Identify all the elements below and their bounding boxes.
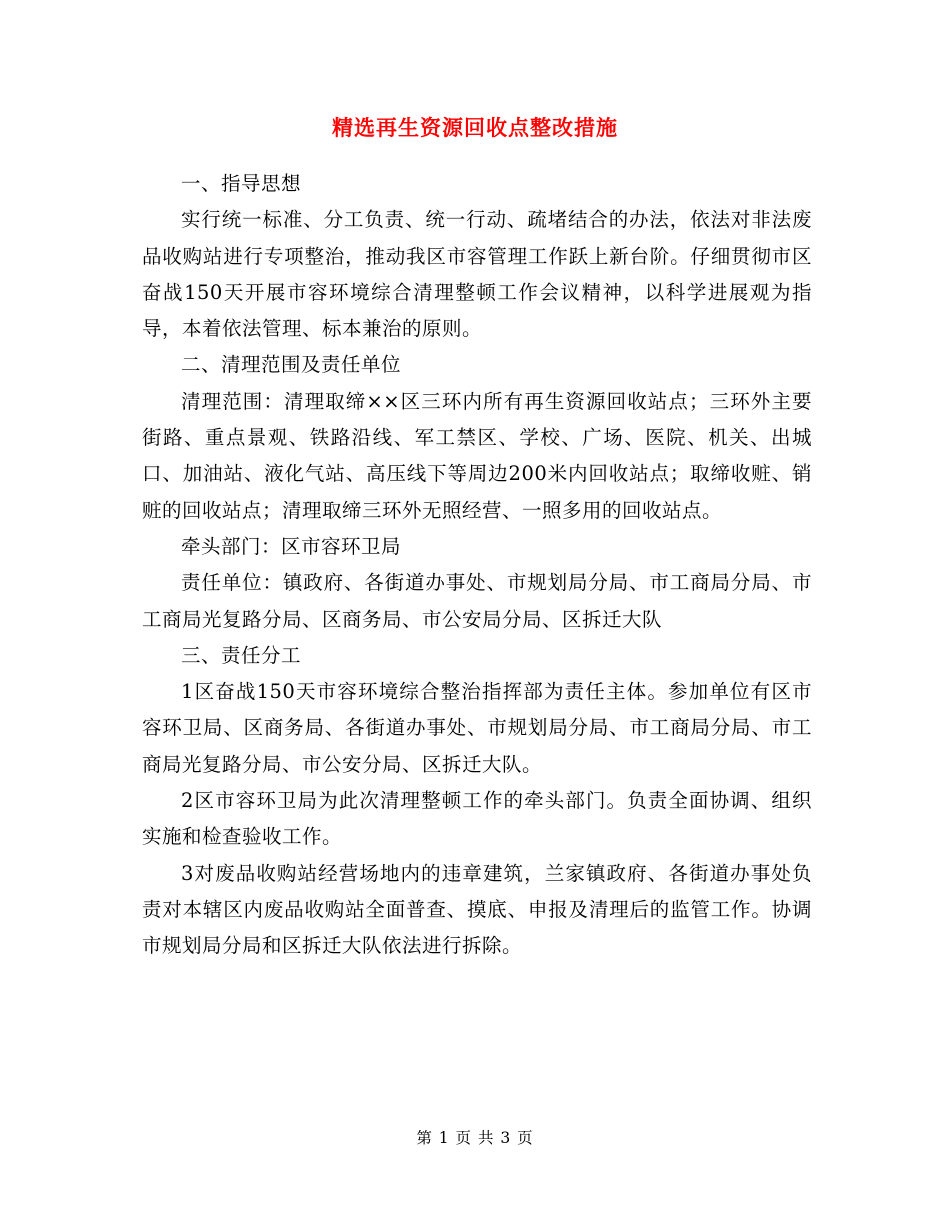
document-title: 精选再生资源回收点整改措施 — [332, 115, 618, 140]
section-heading-division-of-duties: 三、责任分工 — [181, 643, 302, 667]
section-heading-scope-and-units: 二、清理范围及责任单位 — [181, 353, 402, 377]
paragraph-duty-3: 3对废品收购站经营场地内的违章建筑，兰家镇政府、各街道办事处负责对本辖区内废品收购站全面普查、摸底、申报及清理后的监管工作。协调市规划局分局和区拆迁大队依法进行拆除。 — [142, 861, 812, 958]
paragraph-cleanup-scope: 清理范围：清理取缔××区三环内所有再生资源回收站点；三环外主要街路、重点景观、铁路沿线、军工禁区、学校、广场、医院、机关、出城口、加油站、液化气站、高压线下等周边200米内回收站点；取缔收赃、销赃的回收站点；清理取缔三环外无照经营、一照多用的回收站点。 — [142, 389, 812, 522]
page-number-footer: 第 1 页 共 3 页 — [416, 1129, 534, 1147]
paragraph-guiding-ideology: 实行统一标准、分工负责、统一行动、疏堵结合的办法，依法对非法废品收购站进行专项整治，推动我区市容管理工作跃上新台阶。仔细贯彻市区奋战150天开展市容环境综合清理整顿工作会议精神，以科学进展观为指导，本着依法管理、标本兼治的原则。 — [142, 208, 812, 341]
document-body — [142, 166, 812, 965]
paragraph-duty-2: 2区市容环卫局为此次清理整顿工作的牵头部门。负责全面协调、组织实施和检查验收工作。 — [142, 789, 812, 849]
section-heading-guiding-ideology: 一、指导思想 — [181, 172, 302, 195]
paragraph-responsible-units: 责任单位：镇政府、各街道办事处、市规划局分局、市工商局分局、市工商局光复路分局、区商务局、市公安局分局、区拆迁大队 — [142, 571, 812, 631]
paragraph-lead-department: 牵头部门：区市容环卫局 — [181, 534, 402, 558]
paragraph-duty-1: 1区奋战150天市容环境综合整治指挥部为责任主体。参加单位有区市容环卫局、区商务局、各街道办事处、市规划局分局、市工商局分局、市工商局光复路分局、市公安分局、区拆迁大队。 — [142, 680, 812, 776]
